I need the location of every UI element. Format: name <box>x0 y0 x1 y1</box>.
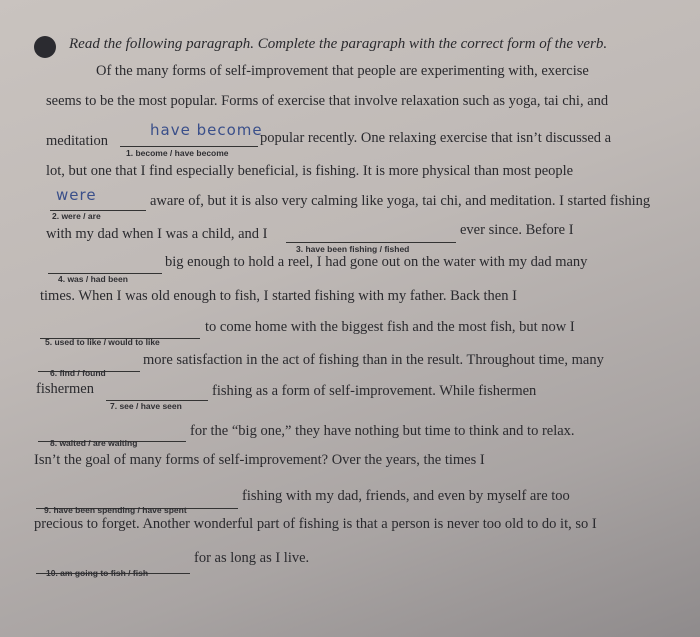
paragraph-line-10: more satisfaction in the act of fishing than in the result. Throughout time, many <box>143 352 604 368</box>
hint-10: 10. am going to fish / fish <box>46 568 149 578</box>
paragraph-line-6a: with my dad when I was a child, and I <box>46 226 268 242</box>
paragraph-line-1: Of the many forms of self-improvement that people are experimenting with, exercise <box>96 63 589 79</box>
hint-8: 8. waited / are waiting <box>50 438 138 448</box>
paragraph-line-11b: fishing as a form of self-improvement. While fishermen <box>212 383 537 399</box>
hint-5: 5. used to like / would to like <box>45 337 160 347</box>
paragraph-line-3a: meditation <box>46 133 109 149</box>
paragraph-line-5: aware of, but it is also very calming like yoga, tai chi, and meditation. I started fishing <box>150 193 651 209</box>
hint-4: 4. was / had been <box>58 274 128 284</box>
paragraph-line-8: times. When I was old enough to fish, I started fishing with my father. Back then I <box>40 288 517 304</box>
instruction-title: Read the following paragraph. Complete the paragraph with the correct form of the verb. <box>69 36 608 52</box>
paragraph-line-11a: fishermen <box>36 381 94 397</box>
paragraph-line-12: for the “big one,” they have nothing but time to think and to relax. <box>190 423 575 439</box>
paragraph-line-3b: popular recently. One relaxing exercise that isn’t discussed a <box>260 130 612 146</box>
blank-3[interactable] <box>286 230 456 243</box>
hint-6: 6. find / found <box>50 368 106 378</box>
paragraph-line-15: precious to forget. Another wonderful part of fishing is that a person is never too old to do it, so I <box>34 516 597 532</box>
hint-2: 2. were / are <box>52 211 101 221</box>
hint-3: 3. have been fishing / fished <box>296 244 410 254</box>
hint-9: 9. have been spending / have spent <box>44 505 187 515</box>
answer-1-handwriting: have become <box>150 121 263 139</box>
paragraph-line-7: big enough to hold a reel, I had gone out on the water with my dad many <box>165 254 588 270</box>
hint-7: 7. see / have seen <box>110 401 182 411</box>
paragraph-line-2: seems to be the most popular. Forms of exercise that involve relaxation such as yoga, tai chi, and <box>46 93 609 109</box>
question-bullet-icon <box>34 36 56 58</box>
hint-1: 1. become / have become <box>126 148 229 158</box>
paragraph-line-6b: ever since. Before I <box>460 222 574 238</box>
paragraph-line-14: fishing with my dad, friends, and even by myself are too <box>242 488 570 504</box>
blank-4[interactable] <box>48 261 162 274</box>
paragraph-line-13: Isn’t the goal of many forms of self-improvement? Over the years, the times I <box>34 452 485 468</box>
blank-7[interactable] <box>106 388 208 401</box>
paragraph-line-16: for as long as I live. <box>194 550 310 566</box>
paragraph-line-9: to come home with the biggest fish and the most fish, but now I <box>205 319 575 335</box>
paragraph-line-4: lot, but one that I find especially beneficial, is fishing. It is more physical than most people <box>46 163 574 179</box>
answer-2-handwriting: were <box>56 186 97 204</box>
